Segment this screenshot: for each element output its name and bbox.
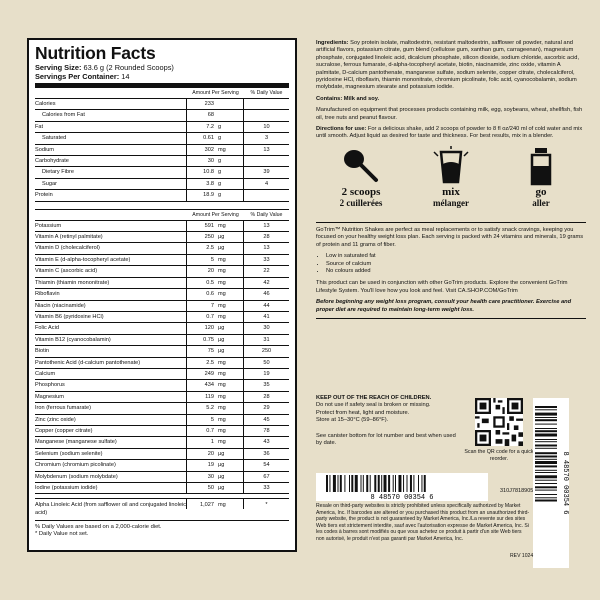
- bottle-go-icon: [521, 146, 561, 186]
- go-step: go aller: [501, 146, 581, 216]
- table-row: Vitamin B6 (pyridoxine HCl) 0.7 mg 41: [35, 312, 289, 323]
- table-row: Folic Acid 120 µg 30: [35, 323, 289, 334]
- divider: [316, 318, 586, 319]
- table-row: Vitamin B12 (cyanocobalamin) 0.75 µg 31: [35, 335, 289, 346]
- qr-code[interactable]: [475, 398, 523, 446]
- ingredients: Ingredients: Soy protein isolate, maltodextrin, resistant maltodextrin, safflower oil powder, natural and artificial flavors, potassium citrate, gum blend (cellulose gum, xanthan gum, carrageenan), magnesium phosphate, conjugated linoleic acid, dicalcium phosphate, silicon dioxide, sodium chloride, ascorbic acid, sucralose, ferrous fumarate, d-alpha-tocopheryl acetate, biotin, niacinamide, zinc oxide, vitamin A palmitate, D-calcium pantothenate, manganese sulfate, sodium selenite, copper citrate, cholecalciferol, pyridoxine HCl, riboflavin, thiamin mononitrate, chromium picolinate, folic acid, cyanocobalamin, sodium molybdate, magnesium stearate and potassium iodide.: [316, 40, 580, 91]
- protect-note: Protect from heat, light and moisture.: [316, 409, 410, 416]
- lot-code: 310J7818905: [500, 488, 534, 494]
- mix-step: mix mélanger: [411, 146, 491, 216]
- conjunction-note: This product can be used in conjunction with other GoTrim products. Explore the convenient GoTrim Lifestyle System. You'll love how you look and feel. Visit CA.SHOP.COM/GoTrim: [316, 280, 568, 294]
- table-row: Niacin (niacinamide) 7 mg 44: [35, 301, 289, 312]
- table-row: Sugar 3.8 g 4: [35, 179, 289, 190]
- table-row: Vitamin E (d-alpha-tocopheryl acetate) 5 mg 33: [35, 255, 289, 266]
- table-row: Vitamin A (retinyl palmitate) 250 µg 28: [35, 232, 289, 243]
- weight-loss-warning: Before beginning any weight loss program, consult your health care practitioner. Exercise and proper diet are required to maintain long-term weight loss.: [316, 299, 572, 313]
- directions: Directions for use: For a delicious shake, add 2 scoops of powder to 8 fl oz/240 ml of cold water and mix until smooth. Adjust liquid as desired for taste and thickness. For best results, mix in a blender.: [316, 126, 583, 140]
- list-item: • No colours added: [326, 268, 586, 275]
- table-row: Calcium 249 mg 19: [35, 369, 289, 380]
- table-row: Protein 18.9 g: [35, 190, 289, 201]
- micro-header: Amount Per Serving % Daily Value: [35, 210, 289, 221]
- table-row: Selenium (sodium selenite) 20 µg 36: [35, 449, 289, 460]
- table-row: Molybdenum (sodium molybdate) 30 µg 67: [35, 472, 289, 483]
- manufactured-note: Manufactured on equipment that processes products containing milk, egg, soybeans, wheat, shellfish, fish oil, tree nuts and peanut flavour.: [316, 107, 583, 121]
- barcode-number-vertical: 8 48570 00354 6: [561, 451, 569, 515]
- label-text-column: [316, 40, 586, 323]
- table-row: Vitamin C (ascorbic acid) 20 mg 22: [35, 266, 289, 277]
- benefits-list: [316, 253, 586, 275]
- upc-barcode: [316, 473, 488, 501]
- resale-notice: Resale on third-party websites is strictly prohibited unless specifically authorized by Market America, Inc. If barcodes are altered or you purchased this product from an unauthorized third-party website, the product is not guaranteed by Market America, Inc./La revente sur des sites Web tiers est strictement interdite, sauf avec l'autorisation expresse de Market America, Inc. Si les codes à barres sont modifiés ou que vous achetez ce produit à partir d'un site Web tiers non autorisé, le produit n'est pas garanti par Market America, Inc.: [316, 503, 530, 542]
- table-row: Dietary Fibre 10.8 g 39: [35, 167, 289, 178]
- table-row: Zinc (zinc oxide) 5 mg 45: [35, 415, 289, 426]
- table-row-ala: Alpha Linoleic Acid (from safflower oil and conjugated linoleic acid) 1,027 mg *: [35, 499, 289, 521]
- shaker-mix-icon: [431, 146, 471, 186]
- divider: [35, 202, 289, 210]
- nutrition-facts-panel: [27, 38, 297, 552]
- table-row: Carbohydrate 30 g: [35, 156, 289, 167]
- table-row: Magnesium 119 mg 28: [35, 392, 289, 403]
- table-row: Sodium 302 mg 13: [35, 145, 289, 156]
- table-row: Fat 7.2 g 10: [35, 122, 289, 133]
- servings-per-container: Servings Per Container: 14: [35, 72, 130, 81]
- nutrition-facts-title: Nutrition Facts: [35, 43, 156, 63]
- revision-code: REV 1024: [510, 553, 534, 559]
- table-row: Copper (copper citrate) 0.7 mg 78: [35, 426, 289, 437]
- table-row: Calories from Fat 68: [35, 110, 289, 121]
- table-row: Pantothenic Acid (d-calcium pantothenate) 2.5 mg 50: [35, 358, 289, 369]
- table-row: Potassium 591 mg 13: [35, 221, 289, 232]
- macro-table: [35, 99, 289, 202]
- table-row: Riboflavin 0.6 mg 46: [35, 289, 289, 300]
- list-item: • Source of calcium: [326, 261, 586, 268]
- table-row: Saturated 0.61 g 3: [35, 133, 289, 144]
- serving-size: Serving Size: 63.6 g (2 Rounded Scoops): [35, 63, 174, 72]
- store-note: Store at 15–30°C (59–86°F).: [316, 417, 389, 424]
- divider: [316, 222, 586, 223]
- footnotes: % Daily Values are based on a 2,000-calorie diet. * Daily Value not set.: [35, 524, 162, 538]
- micro-table: [35, 221, 289, 495]
- table-row: Manganese (manganese sulfate) 1 mg 43: [35, 437, 289, 448]
- seal-note: Do not use if safety seal is broken or missing.: [316, 402, 431, 409]
- upc-barcode-vertical: [533, 398, 569, 568]
- barcode-number: 8 48570 00354 6: [370, 494, 434, 501]
- gotrim-description: GoTrim™ Nutrition Shakes are perfect as meal replacements or to satisfy snack cravings, keeping you focused on your healthy weight loss plan. Each serving is packed with 24 vitamins and minerals, 19 grams of protein and 11 grams of fiber.: [316, 226, 584, 248]
- table-row: Iodine (potassium iodide) 50 µg 33: [35, 483, 289, 494]
- list-item: • Low in saturated fat: [326, 253, 586, 260]
- table-row: Phosphorus 434 mg 35: [35, 380, 289, 391]
- table-row: Vitamin D (cholecalciferol) 2.5 µg 13: [35, 243, 289, 254]
- lot-note: See canister bottom for lot number and best when used by date.: [316, 432, 456, 447]
- table-row: Thiamin (thiamin mononitrate) 0.5 mg 42: [35, 278, 289, 289]
- macro-header: Amount Per Serving % Daily Value: [35, 88, 289, 99]
- table-row: Iron (ferrous fumarate) 5.2 mg 29: [35, 403, 289, 414]
- keep-out-warning: KEEP OUT OF THE REACH OF CHILDREN.: [316, 395, 432, 401]
- table-row: Chromium (chromium picolinate) 19 µg 54: [35, 460, 289, 471]
- table-row: Biotin 75 µg 250: [35, 346, 289, 357]
- scoop-step: 2 scoops 2 cuillerées: [321, 146, 401, 216]
- contains: Contains: Milk and soy.: [316, 95, 380, 102]
- scoop-icon: [341, 146, 381, 186]
- qr-caption: Scan the QR code for a quick reorder.: [464, 449, 534, 462]
- direction-icons: [316, 146, 586, 216]
- table-row: Calories 233: [35, 99, 289, 110]
